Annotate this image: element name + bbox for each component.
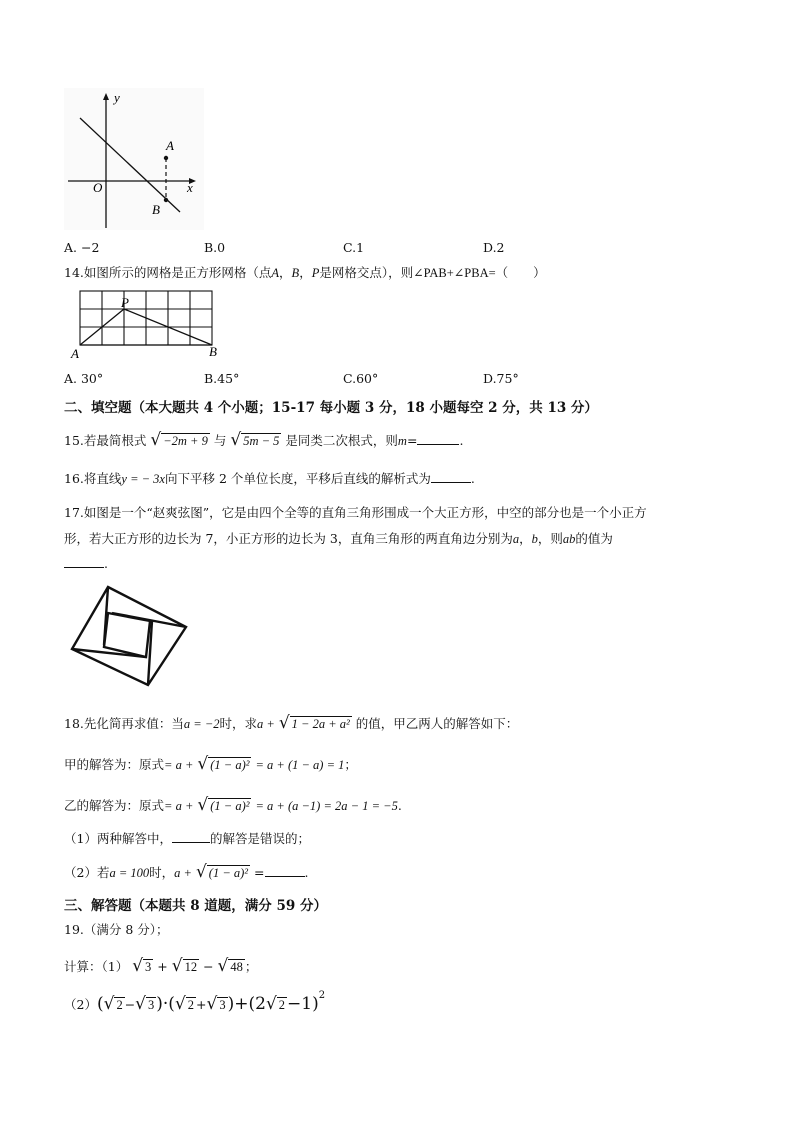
q19-p1-r1: 2 — [116, 998, 123, 1012]
q19-op2: − — [203, 959, 214, 974]
q19-r3: 48 — [230, 960, 243, 974]
q16-end: . — [470, 471, 475, 486]
q18-yi-radicand: (1 − a)² — [210, 799, 250, 813]
q14-option-a: A. 30° — [64, 371, 104, 386]
q15-end: . — [459, 433, 464, 448]
q14-point-b: B — [291, 266, 300, 280]
q19-p3-r: 2 — [278, 998, 286, 1012]
sqrt-icon: √ — [197, 754, 209, 774]
q14-stem — [64, 263, 546, 281]
q18-stem — [64, 713, 518, 733]
q17-var-a: a — [512, 532, 520, 546]
q14-option-d: D.75° — [483, 371, 519, 386]
q18-sub2-mid: 时， — [149, 865, 175, 880]
q17-line2-mid: ，则 — [537, 531, 563, 546]
q14-grid-figure — [70, 285, 230, 363]
q13-option-d: D.2 — [483, 240, 505, 255]
q17-line2-prefix: 形，若大正方形的边长为 7，小正方形的边长为 3，直角三角形的两直角边分别为 — [64, 531, 513, 546]
q14-point-p: P — [311, 266, 320, 280]
sqrt-icon: √ — [135, 994, 147, 1014]
q19-p1-close: )·( — [156, 994, 175, 1014]
q18-jia-end: ； — [344, 757, 357, 772]
q13-graph — [64, 88, 204, 230]
q17-line-3 — [64, 555, 108, 571]
q18-sub2-expr: a + — [174, 866, 192, 880]
label-b: B — [152, 202, 160, 217]
label-x: x — [187, 180, 193, 195]
q14-stem-prefix: 14.如图所示的网格是正方形网格（点 — [64, 265, 272, 280]
q19-p1-open: ( — [96, 994, 104, 1014]
q13-option-a: A. −2 — [64, 240, 100, 255]
sqrt-icon: √ — [206, 994, 218, 1014]
q18-yi-prefix: 乙的解答为：原式 — [64, 798, 165, 813]
sqrt-icon: √ — [132, 956, 144, 976]
q15-eq: = — [406, 433, 418, 448]
q17-var-ab: ab — [562, 532, 576, 546]
sqrt-icon: √ — [278, 713, 290, 733]
q15-radicand-1: −2m + 9 — [163, 434, 208, 448]
q18-jia-radicand: (1 − a)² — [210, 758, 250, 772]
sqrt-icon: √ — [195, 862, 207, 882]
q14-point-a: A — [271, 266, 280, 280]
q13-option-b: B.0 — [204, 240, 226, 255]
section-2-title: 二、填空题（本大题共 4 个小题；15-17 每小题 3 分，18 小题每空 2 分，共 13 分） — [64, 400, 598, 416]
sqrt-icon: √ — [217, 956, 229, 976]
q19-p2-r2: 3 — [219, 998, 226, 1012]
zhao-shuang-figure — [66, 583, 192, 689]
q18-sub2-eq: = — [254, 865, 265, 880]
q19-stem: 19.（满分 8 分）； — [64, 922, 169, 937]
q19-p2-r1: 2 — [187, 998, 195, 1012]
q18-sub1-blank[interactable] — [172, 830, 210, 843]
label-p: P — [121, 295, 129, 310]
q16-suffix: 向下平移 2 个单位长度，平移后直线的解析式为 — [164, 471, 431, 486]
q19-sub-2 — [64, 989, 326, 1014]
q18-yi-solution — [64, 795, 402, 815]
q18-jia-prefix: 甲的解答为：原式 — [64, 757, 165, 772]
q18-jia-expr-1: = a + — [164, 758, 194, 772]
label-a: A — [71, 346, 79, 361]
q15 — [64, 430, 463, 450]
q18-prefix: 18.先化简再求值：当 — [64, 716, 184, 731]
q18-expr-a: a + — [257, 717, 275, 731]
q16-prefix: 16.将直线 — [64, 471, 122, 486]
label-a: A — [166, 138, 174, 153]
point-b — [164, 198, 168, 202]
q17-end: . — [104, 556, 108, 571]
q18-jia-solution — [64, 754, 357, 774]
q17-line-2 — [64, 529, 613, 547]
q19-end1: ； — [244, 959, 258, 974]
sqrt-icon: √ — [230, 430, 242, 450]
q18-cond: a = −2 — [183, 717, 220, 731]
q18-yi-expr-2: = a + (a −1) = 2a − 1 = −5 — [255, 799, 398, 813]
sqrt-icon: √ — [197, 795, 209, 815]
q14-stem-mid: 是网格交点），则 — [319, 265, 414, 280]
q17-line2-suffix: 的值为 — [575, 531, 613, 546]
q17-line-1: 17.如图是一个“赵爽弦图”，它是由四个全等的直角三角形围成一个大正方形，中空的部分也是一个小正方 — [64, 505, 647, 520]
q17-sep: ， — [519, 531, 532, 546]
q16-expr: y = − 3x — [121, 472, 165, 486]
q16-answer-blank[interactable] — [431, 470, 471, 483]
q15-radicand-2: 5m − 5 — [243, 434, 280, 448]
q14-option-b: B.45° — [204, 371, 240, 386]
point-a — [164, 156, 168, 160]
q15-prefix: 15.若最简根式 — [64, 433, 147, 448]
q18-sub-2 — [64, 862, 309, 882]
q17-answer-blank[interactable] — [64, 555, 104, 568]
q18-sub-1 — [64, 829, 310, 847]
inner-square — [104, 613, 150, 657]
label-origin: O — [93, 180, 103, 195]
q19-p3-tail: −1) — [287, 994, 319, 1014]
q19-p1-op: − — [124, 997, 136, 1012]
sqrt-icon: √ — [171, 956, 183, 976]
q16 — [64, 469, 475, 487]
q18-sub2-radicand: (1 − a)² — [208, 866, 249, 880]
q19-p3-exp: 2 — [318, 989, 326, 1001]
q14-option-c: C.60° — [343, 371, 379, 386]
q18-yi-expr-1: = a + — [164, 799, 194, 813]
label-b: B — [209, 344, 217, 359]
q19-p1-r2: 3 — [148, 998, 155, 1012]
q19-p2-op: + — [196, 997, 207, 1012]
q19-r2: 12 — [184, 960, 198, 974]
q19-calc-prefix: 计算：（1） — [64, 959, 129, 974]
sqrt-icon: √ — [150, 430, 162, 450]
q14-sep1: ， — [279, 265, 292, 280]
q19-sub-1 — [64, 956, 257, 976]
q18-yi-end: . — [397, 798, 402, 813]
q14-sep2: ， — [299, 265, 312, 280]
sqrt-icon: √ — [265, 994, 277, 1014]
q19-sub2-prefix: （2） — [64, 997, 97, 1012]
q18-mid: 时，求 — [219, 716, 258, 731]
q17-var-b: b — [531, 532, 538, 546]
q13-option-c: C.1 — [343, 240, 365, 255]
q18-jia-expr-2: = a + (1 − a) = 1 — [255, 758, 345, 772]
q18-sub1-prefix: （1）两种解答中， — [64, 831, 172, 846]
q18-sub2-prefix: （2）若 — [64, 865, 110, 880]
q18-sub2-blank[interactable] — [265, 864, 305, 877]
q15-answer-blank[interactable] — [417, 432, 459, 445]
q18-suffix: 的值，甲乙两人的解答如下： — [355, 716, 519, 731]
q15-mid: 与 — [213, 433, 227, 448]
sqrt-icon: √ — [174, 994, 186, 1014]
q14-stem-expr: ∠PAB+∠PBA=（ ） — [413, 266, 546, 280]
outer-square — [72, 587, 186, 685]
section-3-title: 三、解答题（本题共 8 道题，满分 59 分） — [64, 898, 327, 914]
q19-op1: + — [157, 959, 168, 974]
q18-radicand: 1 − 2a + a² — [291, 717, 350, 731]
q19-p2-close: )+(2 — [227, 994, 266, 1014]
q15-var-m: m — [397, 434, 407, 448]
q15-suffix: 是同类二次根式，则 — [285, 433, 398, 448]
label-y: y — [114, 90, 120, 105]
sqrt-icon: √ — [103, 994, 115, 1014]
q19-r1: 3 — [145, 960, 152, 974]
q18-sub1-suffix: 的解答是错误的； — [209, 831, 310, 846]
q18-sub2-end: . — [304, 865, 309, 880]
q18-sub2-cond: a = 100 — [109, 866, 150, 880]
